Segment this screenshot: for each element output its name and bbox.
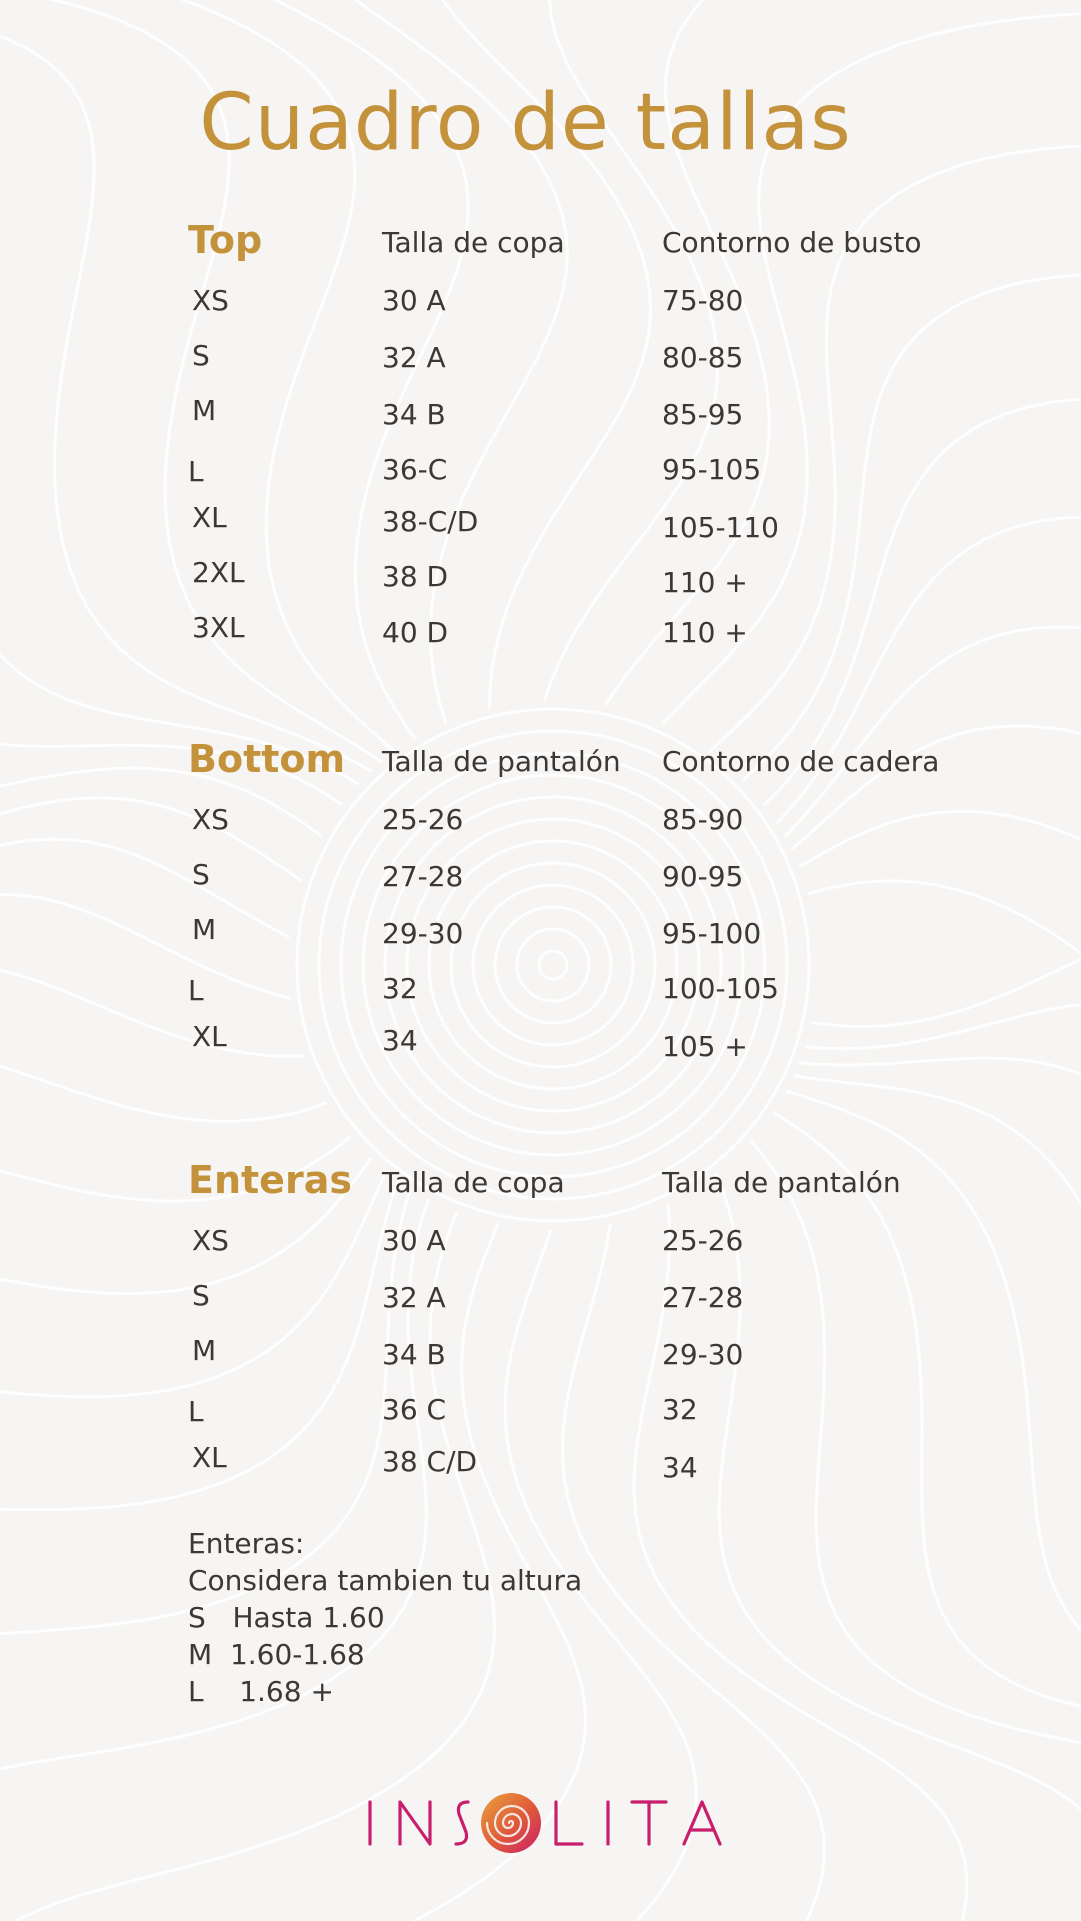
table-cell: 110 + — [662, 616, 748, 649]
section-title: Top — [188, 218, 263, 262]
size-label: M — [192, 1334, 217, 1367]
table-row — [0, 1393, 1081, 1433]
table-cell: 36 C — [382, 1393, 447, 1426]
table-cell: 27-28 — [382, 860, 464, 893]
table-row — [0, 556, 1081, 599]
table-cell: 36-C — [382, 453, 448, 486]
section-header — [0, 1158, 1081, 1208]
table-cell: 90-95 — [662, 860, 744, 893]
height-note — [188, 1525, 582, 1710]
size-label: L — [188, 974, 204, 1007]
note-line: Enteras: — [188, 1527, 305, 1560]
section-header — [0, 737, 1081, 787]
table-row — [0, 1441, 1081, 1484]
size-label: XL — [192, 501, 227, 534]
column-header: Talla de copa — [382, 226, 565, 259]
table-cell: 80-85 — [662, 341, 744, 374]
table-cell: 32 — [382, 972, 418, 1005]
table-row — [0, 339, 1081, 379]
size-label: XS — [192, 284, 229, 317]
column-header: Talla de pantalón — [662, 1166, 901, 1199]
column-header: Talla de copa — [382, 1166, 565, 1199]
size-label: XS — [192, 803, 229, 836]
table-cell: 32 A — [382, 1281, 446, 1314]
table-row — [0, 858, 1081, 898]
table-cell: 32 — [662, 1393, 698, 1426]
section-title: Enteras — [188, 1158, 352, 1202]
table-cell: 95-105 — [662, 453, 762, 486]
table-cell: 95-100 — [662, 917, 762, 950]
table-cell: 100-105 — [662, 972, 779, 1005]
size-label: XS — [192, 1224, 229, 1257]
table-cell: 29-30 — [662, 1338, 744, 1371]
table-row — [0, 1279, 1081, 1319]
size-label: L — [188, 1395, 204, 1428]
table-cell: 30 A — [382, 1224, 446, 1257]
table-row — [0, 1334, 1081, 1374]
table-cell: 25-26 — [382, 803, 464, 836]
table-cell: 34 — [382, 1024, 418, 1057]
table-cell: 110 + — [662, 566, 748, 599]
table-row — [0, 1020, 1081, 1063]
table-row — [0, 1224, 1081, 1264]
section-title: Bottom — [188, 737, 346, 781]
table-cell: 38 C/D — [382, 1445, 478, 1478]
table-cell: 105 + — [662, 1030, 748, 1063]
table-cell: 30 A — [382, 284, 446, 317]
table-cell: 32 A — [382, 341, 446, 374]
size-label: XL — [192, 1441, 227, 1474]
note-line: S Hasta 1.60 — [188, 1601, 385, 1634]
table-row — [0, 913, 1081, 953]
table-cell: 75-80 — [662, 284, 744, 317]
size-label: L — [188, 455, 204, 488]
table-cell: 40 D — [382, 616, 449, 649]
spiral-sun-icon — [481, 1793, 541, 1853]
table-cell: 25-26 — [662, 1224, 744, 1257]
table-row — [0, 453, 1081, 493]
table-row — [0, 284, 1081, 324]
table-cell: 34 B — [382, 1338, 446, 1371]
note-line: Considera tambien tu altura — [188, 1564, 583, 1597]
table-cell: 38 D — [382, 560, 449, 593]
brand-logo — [360, 1788, 730, 1858]
table-cell: 27-28 — [662, 1281, 744, 1314]
table-cell: 105-110 — [662, 511, 779, 544]
size-label: S — [192, 339, 210, 372]
table-cell: 85-90 — [662, 803, 744, 836]
table-cell: 38-C/D — [382, 505, 479, 538]
table-row — [0, 803, 1081, 843]
page-title: Cuadro de tallas — [199, 78, 852, 168]
size-label: 3XL — [192, 611, 245, 644]
table-cell: 34 B — [382, 398, 446, 431]
column-header: Contorno de cadera — [662, 745, 940, 778]
note-line: L 1.68 + — [188, 1675, 334, 1708]
table-cell: 29-30 — [382, 917, 464, 950]
table-cell: 85-95 — [662, 398, 744, 431]
table-row — [0, 611, 1081, 651]
size-label: S — [192, 1279, 210, 1312]
column-header: Talla de pantalón — [382, 745, 621, 778]
size-label: M — [192, 394, 217, 427]
column-header: Contorno de busto — [662, 226, 922, 259]
table-row — [0, 972, 1081, 1012]
table-row — [0, 394, 1081, 434]
size-label: 2XL — [192, 556, 245, 589]
section-header — [0, 218, 1081, 268]
table-row — [0, 501, 1081, 544]
table-cell: 34 — [662, 1451, 698, 1484]
size-label: XL — [192, 1020, 227, 1053]
note-line: M 1.60-1.68 — [188, 1638, 365, 1671]
size-label: M — [192, 913, 217, 946]
size-label: S — [192, 858, 210, 891]
